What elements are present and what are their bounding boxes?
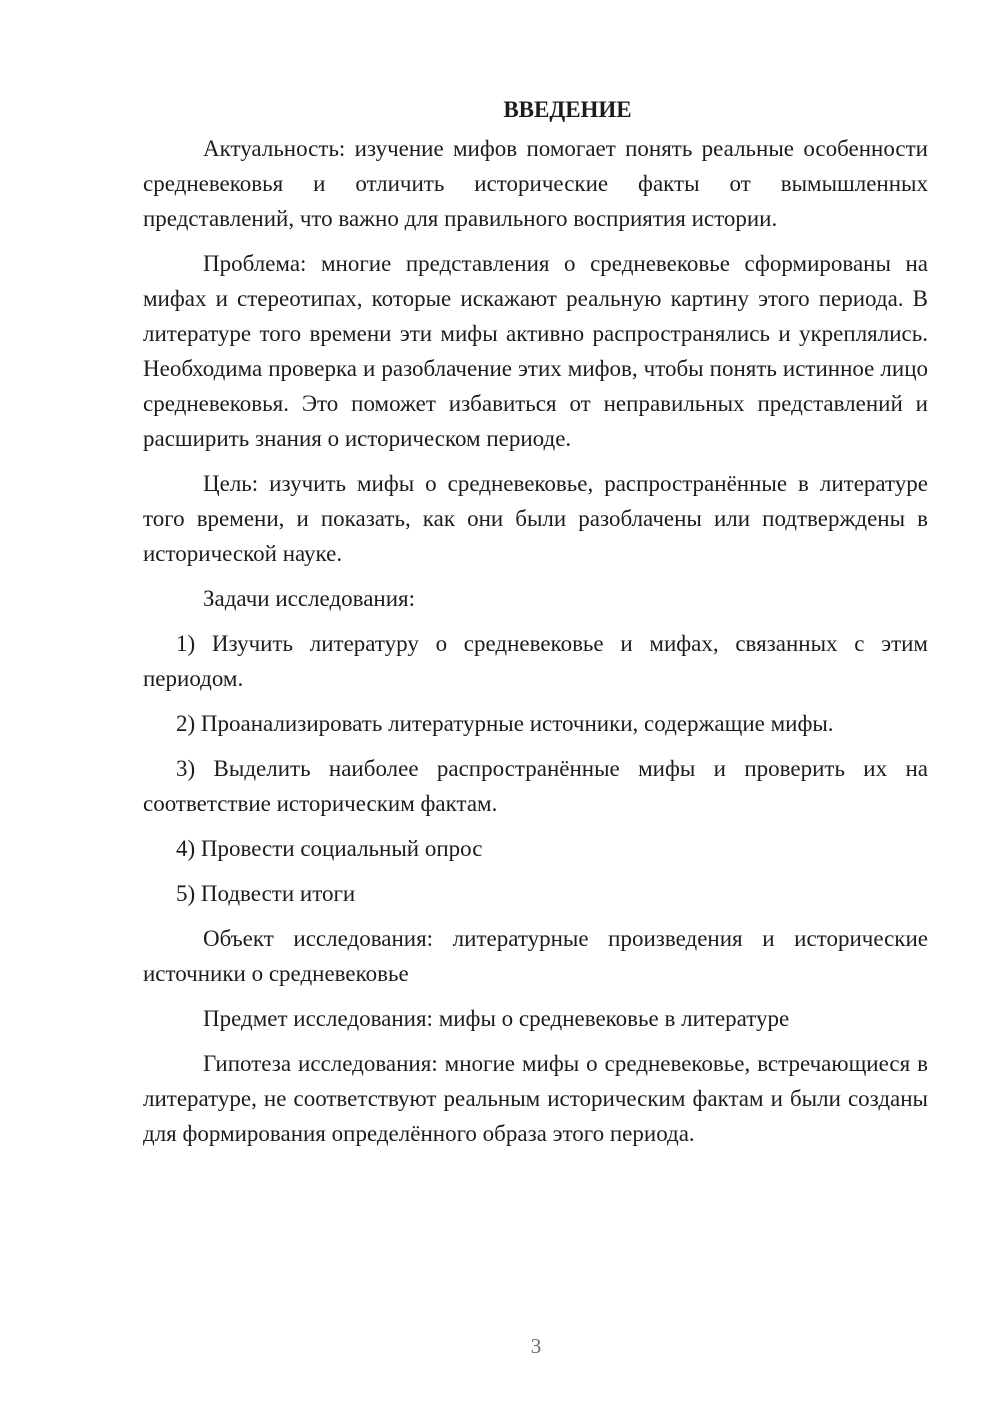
tasks-list — [143, 626, 928, 911]
task-item: 1) Изучить литературу о средневековье и мифах, связанных с этим периодом. — [143, 631, 928, 691]
document-body — [143, 92, 928, 1151]
task-item: 5) Подвести итоги — [176, 881, 356, 906]
task-item: 2) Проанализировать литературные источники, содержащие мифы. — [176, 711, 834, 736]
tasks-intro-paragraph: Задачи исследования: — [203, 586, 416, 611]
subject-paragraph: Предмет исследования: мифы о средневековье в литературе — [203, 1006, 790, 1031]
object-paragraph: Объект исследования: литературные произведения и исторические источники о средневековье — [143, 926, 928, 986]
page-number: 3 — [530, 1334, 542, 1358]
section-heading: ВВЕДЕНИЕ — [503, 97, 632, 122]
relevance-paragraph: Актуальность: изучение мифов помогает понять реальные особенности средневековья и отличить исторические факты от вымышленных представлений, что важно для правильного восприятия истории. — [143, 136, 928, 231]
task-item: 4) Провести социальный опрос — [176, 836, 483, 861]
problem-paragraph: Проблема: многие представления о средневековье сформированы на мифах и стереотипах, которые искажают реальную картину этого периода. В литературе того времени эти мифы активно распространялись и укреплялись. Необходима проверка и разоблачение этих мифов, чтобы понять истинное лицо средневековья. Это поможет избавиться от неправильных представлений и расширить знания о историческом периоде. — [143, 251, 928, 451]
hypothesis-paragraph: Гипотеза исследования: многие мифы о средневековье, встречающиеся в литературе, не соответствуют реальным историческим фактам и были созданы для формирования определённого образа этого периода. — [143, 1051, 928, 1146]
goal-paragraph: Цель: изучить мифы о средневековье, распространённые в литературе того времени, и показать, как они были разоблачены или подтверждены в исторической науке. — [143, 471, 928, 566]
task-item: 3) Выделить наиболее распространённые мифы и проверить их на соответствие историческим фактам. — [143, 756, 928, 816]
